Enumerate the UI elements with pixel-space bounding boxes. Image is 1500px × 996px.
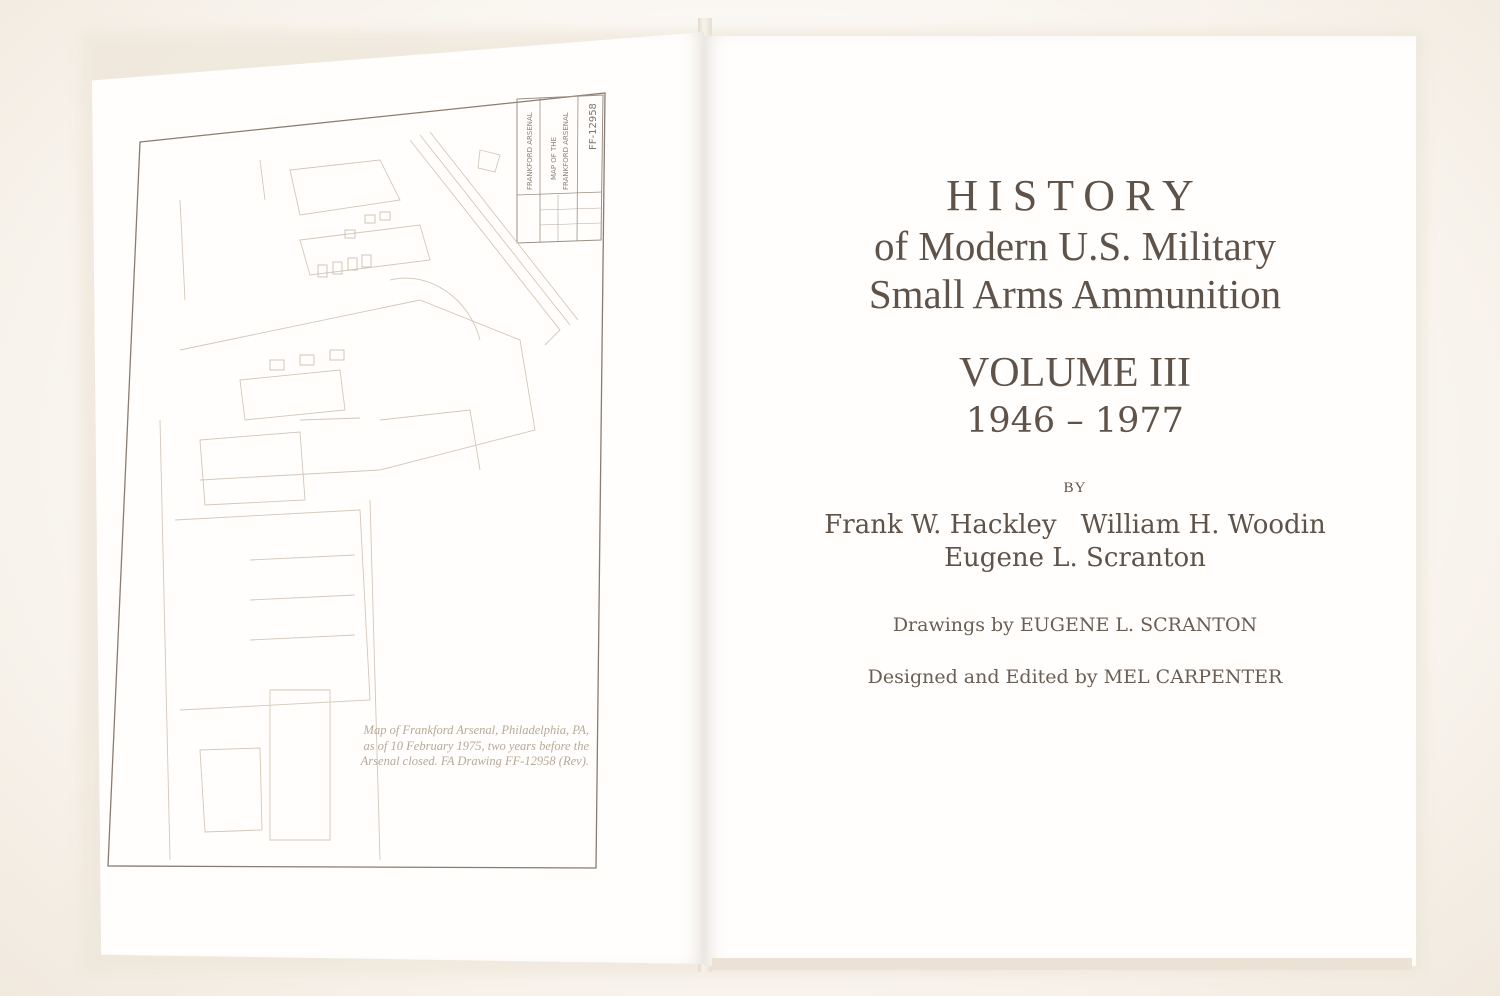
by-label: BY [1063,480,1087,496]
editor-credit: Designed and Edited by MEL CARPENTER [867,666,1283,688]
drawings-credit: Drawings by EUGENE L. SCRANTON [892,614,1258,636]
map-title-box [517,95,603,243]
title-subtitle-line2: Small Arms Ammunition [868,271,1282,317]
title-block [720,170,1430,689]
map-buildings [270,212,390,370]
title-box-header: FRANKFORD ARSENAL [526,112,534,190]
title-history: HISTORY [946,171,1204,220]
years-range: 1946 – 1977 [966,401,1184,441]
volume-label: VOLUME III [958,350,1192,396]
title-box-map-line1: MAP OF THE [550,137,558,180]
title-subtitle-line1: of Modern U.S. Military [874,223,1276,269]
title-box-drawing-number: FF-12958 [588,103,599,150]
map-caption: Map of Frankford Arsenal, Philadelphia, PA, as of 10 February 1975, two years before the Arsenal closed. FA Drawing FF-12958 (Rev). [360,723,589,768]
cover-board-edge [712,958,1412,970]
author-name: Eugene L. Scranton [944,543,1206,573]
author-name: Frank W. Hackley [824,510,1057,540]
author-name: William H. Woodin [1080,510,1326,540]
title-box-map-line2: FRANKFORD ARSENAL [562,112,570,190]
authors [720,509,1430,575]
